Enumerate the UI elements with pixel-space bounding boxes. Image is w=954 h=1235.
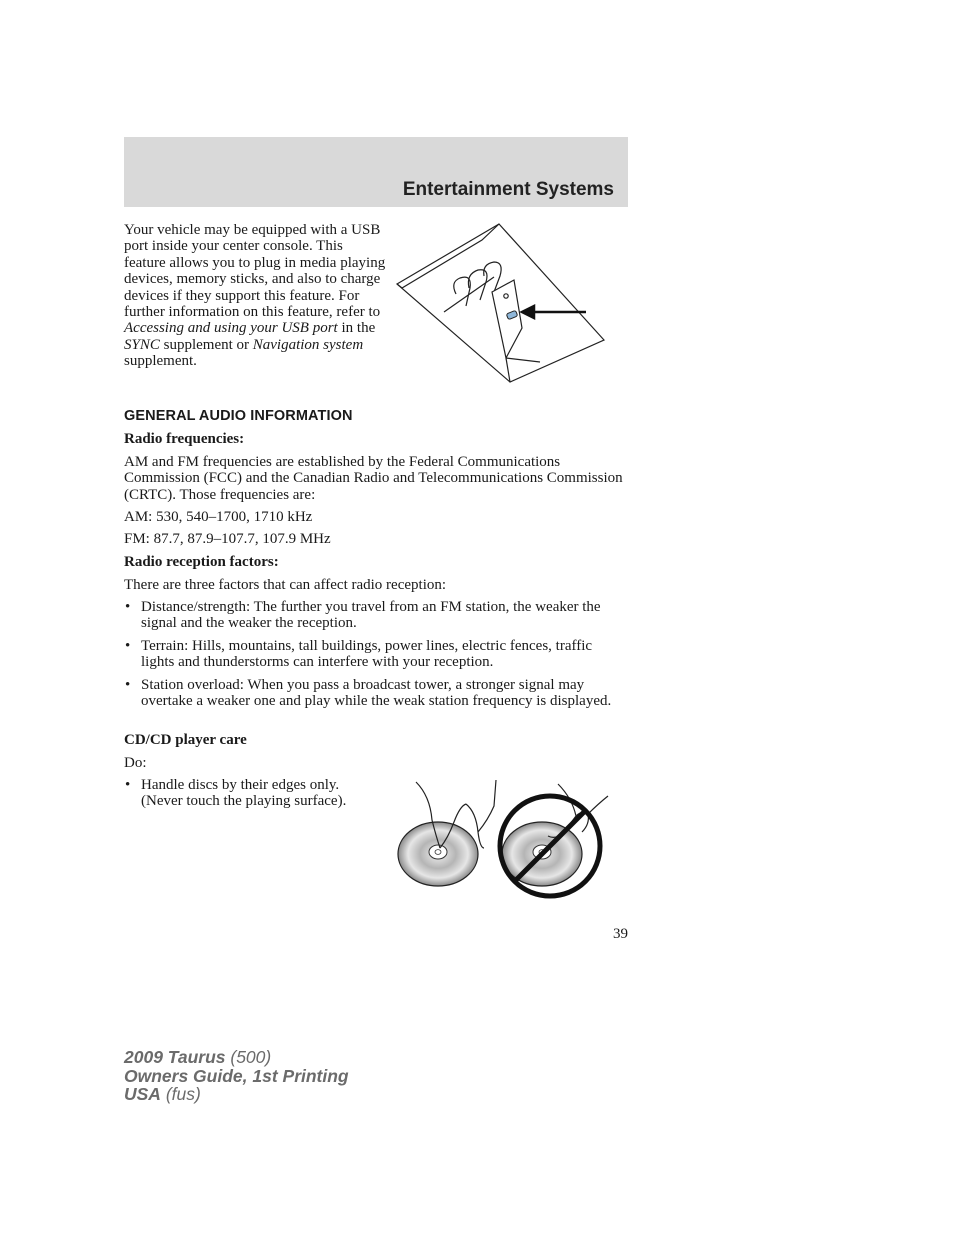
section-header-band (124, 137, 628, 207)
intro-text-mid2: supplement or (159, 336, 253, 353)
footer-line-market: USA (fus) (124, 1084, 201, 1104)
footer-line-model: 2009 Taurus (500) (124, 1047, 272, 1067)
intro-text: Your vehicle may be equipped with a USB port inside your center console. This feature allows you to plug in media playing devices, memory sticks, and also to charge devices if they support this feature. For further information on this feature, refer to (124, 222, 386, 321)
reception-factors-list (124, 599, 628, 709)
usb-intro-paragraph (124, 222, 386, 370)
radio-frequencies-heading: Radio frequencies: (124, 431, 245, 447)
intro-ref-usb: Accessing and using your USB port (124, 320, 338, 337)
intro-text-end: supplement. (124, 353, 197, 370)
do-label: Do: (124, 755, 147, 771)
correct-handling-disc-icon (398, 780, 496, 886)
list-item: • Distance/strength: The further you travel from an FM station, the weaker the signal and the weaker the reception. (124, 599, 628, 632)
fm-frequencies: FM: 87.7, 87.9–107.7, 107.9 MHz (124, 531, 331, 547)
general-audio-heading: GENERAL AUDIO INFORMATION (124, 408, 353, 424)
document-footer (124, 1048, 349, 1104)
radio-reception-intro: There are three factors that can affect radio reception: (124, 577, 447, 593)
radio-frequencies-text: AM and FM frequencies are established by the Federal Communications Commission (FCC) and the Canadian Radio and Telecommunications Commission (CRTC). Those frequencies are: (124, 454, 623, 503)
list-item: • Station overload: When you pass a broadcast tower, a stronger signal may overtake a weaker one and play while the weak station frequency is displayed. (124, 677, 628, 710)
footer-line-guide: Owners Guide, 1st Printing (124, 1065, 349, 1086)
list-item: • Terrain: Hills, mountains, tall buildings, power lines, electric fences, traffic lights and thunderstorms can interfere with your reception. (124, 638, 628, 671)
page-number: 39 (613, 926, 628, 942)
list-item: • Handle discs by their edges only. (Never touch the playing surface). (124, 777, 374, 810)
intro-ref-navigation: Navigation system (252, 336, 364, 353)
section-title: Entertainment Systems (402, 179, 614, 200)
intro-ref-sync: SYNC (124, 336, 160, 353)
cd-do-list (124, 777, 374, 810)
cd-care-heading: CD/CD player care (124, 732, 247, 748)
intro-text-mid1: in the (337, 320, 376, 337)
usb-port-illustration (394, 222, 616, 386)
incorrect-handling-disc-icon (500, 784, 608, 896)
cd-handling-illustration (396, 776, 620, 900)
am-frequencies: AM: 530, 540–1700, 1710 kHz (124, 509, 313, 525)
radio-reception-heading: Radio reception factors: (124, 554, 279, 570)
